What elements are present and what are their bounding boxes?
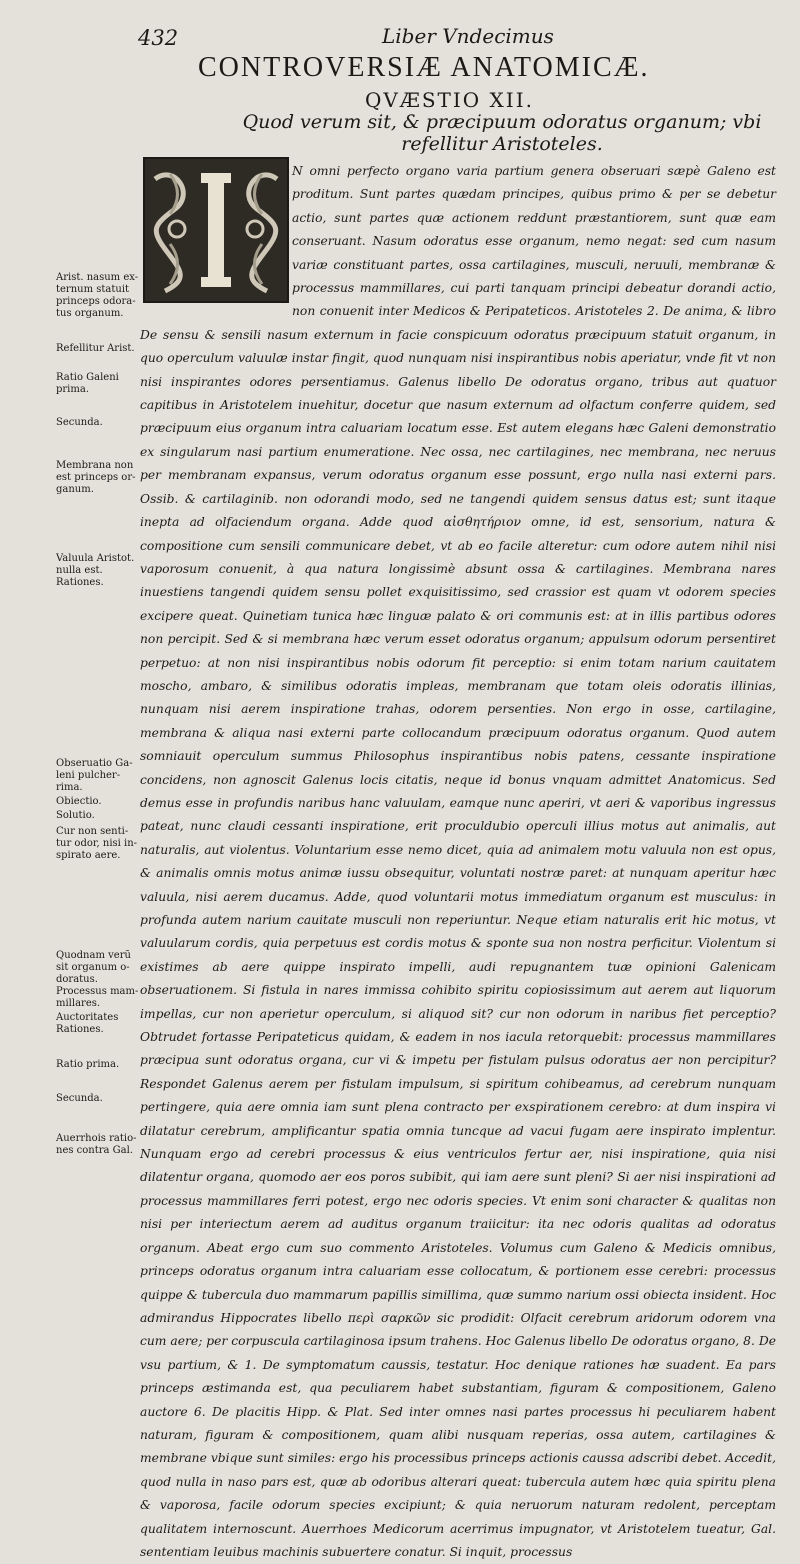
margin-note-line: millares. <box>56 998 101 1009</box>
margin-note-line: Auerrhois ratio- <box>56 1133 137 1144</box>
margin-note <box>56 553 140 589</box>
margin-note <box>56 986 140 1010</box>
margin-note-line: Ratio prima. <box>56 1059 120 1070</box>
margin-note-line: Valuula Aristot. <box>56 553 135 564</box>
paragraph-text: N omni perfecto organo varia partium genera obseruari sæpè Galeno est proditum. Sunt partes quædam principes, quibus primo & per se debetur actio, sunt partes quæ actionem reddunt præstantiorem, sunt quæ eam conseruant. Nasum odoratus esse organum, nemo negat: sed cum nasum variæ constituant partes, ossa cartilagines, musculi, neruuli, membranæ & processus mammillares, cui parti tanquam principi debeatur dorandi actio, non conuenit inter Medicos & Peripateticos. Aristoteles 2. De anima, & libro De sensu & sensili nasum externum in facie conspicuum odoratus præcipuum statuit organum, in quo operculum valuulæ instar fingit, quod nunquam nisi inspirantibus nobis aperiatur, vnde fit vt non nisi inspirantes odores persentiamus. Galenus libello De odoratus organo, tribus aut quatuor capitibus in Aristotelem inuehitur, docetur que nasum externum ad olfactum conferre quidem, sed præcipuum eius organum intra caluariam locatum esse. Est autem elegans hæc Galeni demonstratio ex singularum nasi partium enumeratione. Nec ossa, nec cartilagines, nec membrana, nec neruus per membranam expansus, verum odoratus organum esse possunt, ergo nulla nasi externi pars. Ossib. & cartilaginib. non odorandi modo, sed ne tangendi quidem sensus datus est; sunt itaque inepta ad olfaciendum organa. Adde quod αἰσθητήριον omne, id est, sensorium, natura & compositione cum sensili communicare debet, vt ab eo facile alteretur: cum odore autem nihil nisi vaporosum conuenit, à qua natura longissimè absunt ossa & cartilagines. Membrana nares inuestiens tangendi quidem sensu pollet exquisitissimo, sed crassior est quam vt odorem species excipere queat. Quinetiam tunica hæc linguæ palato & ori communis est: at in illis partibus odores non percipit. Sed & si membrana hæc verum esset odoratus organum; appulsum odorum persentiret perpetuo: at non nisi inspirantibus nobis odorum fit perceptio: si enim totam narium cauitatem moscho, ambaro, & similibus odoratis impleas, membranam que totam oleis odoratis illinias, nunquam nisi aerem inspiratione trahas, odorem persenties. Non ergo in osse, cartilagine, membrana & aliqua nasi externi parte collocandum præcipuum odoratus organum. Quod autem somniauit operculum summus Philosophus inspirantibus nobis patens, cessante inspiratione concidens, non agnoscit Galenus locis citatis, neque id bonus vnquam admittet Anatomicus. Sed demus esse in profundis naribus hanc valuulam, eamque nunc aperiri, vt aeri & vaporibus ingressus pateat, nunc claudi cessanti inspiratione, erit proculdubio operculi illius motus aut animalis, aut naturalis, aut violentus. Voluntarium esse nemo dicet, quia ad animalem motu valuula non est opus, & animalis omnis motus animæ iussu obsequitur, voluntati nostræ paret: at nunquam aperitur hæc valuula, nisi aerem ducamus. Adde, quod voluntarii motus immediatum organum est musculus: in profunda autem narium cauitate musculi non reperiuntur. Neque etiam naturalis erit hic motus, vt valuularum cordis, quia perpetuus est cordis motus & sponte sua non nostra perficitur. Violentum si existimes ab aere quippe inspirato impelli, audi repugnantem tuæ opinioni Galenicam obseruationem. Si fistula in nares immissa cohibito spiritu copiosissimum aut aerem aut liquorum impellas, cur non aperietur operculum, si aliquod sit? cur non odorum in naribus fiet perceptio? Obtrudet fortasse Peripateticus quidam, & eadem in nos iacula retorquebit: processus mammillares præcipua sunt odoratus organa, cur vi & impetu per fistulam pulsus odoratus aer non percipitur? Respondet Galenus aerem per fistulam impulsum, si spiritum cohibeamus, ad cerebrum nunquam pertingere, quia aere omnia iam sunt plena contracto per exspirationem cerebro: at dum inspira vi dilatatur cerebrum, amplificantur spatia omnia tuncque ad vacui fugam aere inspirato implentur. Nunquam ergo ad cerebri processus & eius ventriculos fertur aer, nisi inspiratione, quia nisi dilatentur organa, quomodo aer eos poros subibit, qui iam aere sunt pleni? Si aer nisi inspirationi ad processus mammillares ferri potest, ergo nec odoris species. Vt enim soni character & qualitas non nisi per interiectum aerem ad auditus organum traiicitur: ita nec odoris qualitas ad odoratus organum. Abeat ergo cum suo commento Aristoteles. Volumus cum Galeno & Medicis omnibus, princeps odoratus organum intra caluariam esse collocatum, & portionem esse cerebri: processus quippe & tubercula duo mammarum papillis simillima, quæ summo narium ossi obiecta insident. Hoc admirandus Hippocrates libello περὶ σαρκῶν sic prodidit: Olfacit cerebrum aridorum odorem vna cum aere; per corpuscula cartilaginosa ipsum trahens. Hoc Galenus libello De odoratus organo, 8. De vsu partium, & 1. De symptomatum caussis, testatur. Hoc denique rationes hæ suadent. Ea pars princeps æstimanda est, qua peculiarem habet substantiam, figuram & compositionem, Galeno auctore 6. De placitis Hipp. & Plat. Sed inter omnes nasi partes processus hi peculiarem habent naturam, figuram & compositionem, quam alibi nusquam reperias, ossa autem, cartilagines & membrane vbique sunt similes: ergo his processibus princeps actionis caussa adscribi debet. Accedit, quod nulla in naso pars est, quæ ab odoribus alterari queat: tubercula autem hæc quia spiritu plena & vaporosa, facile odorum species excipiunt; & quia neruorum naturam redolent, perceptam qualitatem internoscunt. Auerrhoes Medicorum acerrimus impugnator, vt Aristotelem tueatur, Gal. sententiam leuibus machinis subuertere conatur. Si inquit, processus <box>140 164 776 1559</box>
margin-note-line: nulla est. <box>56 565 103 576</box>
margin-note-line: est princeps or- <box>56 472 136 483</box>
margin-note <box>56 950 140 986</box>
margin-note-line: Obiectio. <box>56 796 102 807</box>
margin-note-line: Obseruatio Ga- <box>56 758 133 769</box>
margin-note <box>56 272 140 320</box>
margin-note <box>56 343 140 355</box>
margin-note-line: Cur non senti- <box>56 826 129 837</box>
question-subtitle <box>222 111 782 155</box>
margin-note-line: Membrana non <box>56 460 134 471</box>
margin-note-line: prima. <box>56 384 90 395</box>
margin-note <box>56 796 140 808</box>
margin-note <box>56 1133 140 1157</box>
margin-note <box>56 1059 140 1071</box>
margin-note <box>56 826 140 862</box>
margin-note-line: Refellitur Arist. <box>56 343 135 354</box>
question-heading: QVÆSTIO XII. <box>365 88 534 112</box>
margin-note-line: tur odor, nisi in- <box>56 838 138 849</box>
margin-note-line: rima. <box>56 782 83 793</box>
subtitle-line: refellitur Aristoteles. <box>401 133 603 155</box>
running-head: Liber Vndecimus <box>382 24 554 48</box>
margin-note-line: leni pulcher- <box>56 770 121 781</box>
margin-note <box>56 460 140 496</box>
margin-note <box>56 1012 140 1036</box>
margin-note-line: Arist. nasum ex- <box>56 272 139 283</box>
margin-note <box>56 417 140 429</box>
body-text <box>140 160 776 1564</box>
margin-note-line: ganum. <box>56 484 94 495</box>
margin-note-line: Rationes. <box>56 577 104 588</box>
margin-note-line: ternum statuit <box>56 284 130 295</box>
margin-note-line: princeps odora- <box>56 296 136 307</box>
margin-note-line: Processus mam- <box>56 986 139 997</box>
margin-note-line: doratus. <box>56 974 98 985</box>
margin-note-line: Rationes. <box>56 1024 104 1035</box>
margin-note-line: Secunda. <box>56 1093 103 1104</box>
initial-space <box>140 160 288 302</box>
margin-note-line: nes contra Gal. <box>56 1145 133 1156</box>
margin-note-line: Solutio. <box>56 810 95 821</box>
margin-note <box>56 372 140 396</box>
margin-note-line: Auctoritates <box>56 1012 119 1023</box>
page-number: 432 <box>138 26 179 50</box>
margin-note-line: tus organum. <box>56 308 124 319</box>
margin-note <box>56 1093 140 1105</box>
subtitle-line: Quod verum sit, & præcipuum odoratus organum; vbi <box>242 111 762 133</box>
margin-note-line: Ratio Galeni <box>56 372 119 383</box>
margin-note-line: Quodnam verũ <box>56 950 131 961</box>
margin-note-line: spirato aere. <box>56 850 121 861</box>
chapter-title: CONTROVERSIÆ ANATOMICÆ. <box>198 52 650 83</box>
margin-note-line: sit organum o- <box>56 962 130 973</box>
margin-note-line: Secunda. <box>56 417 103 428</box>
margin-note <box>56 758 140 794</box>
margin-note <box>56 810 140 822</box>
